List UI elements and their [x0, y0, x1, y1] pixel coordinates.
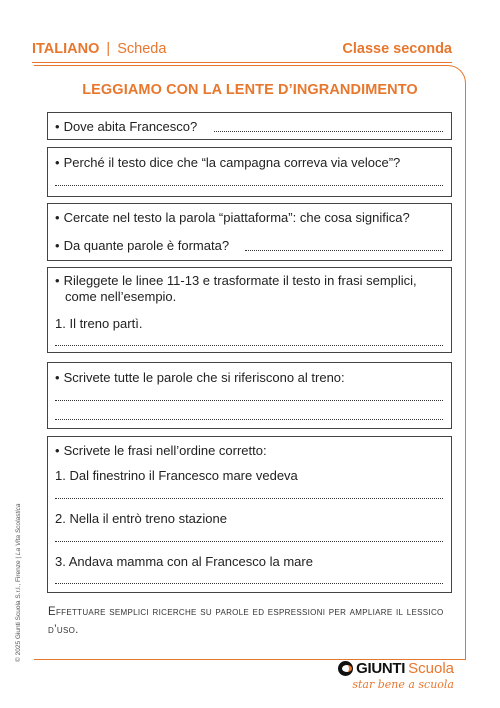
copyright-notice — [15, 504, 22, 662]
bullet-icon: • — [55, 273, 60, 288]
answer-line-7c[interactable] — [55, 583, 443, 584]
bullet-icon: • — [55, 443, 60, 458]
bullet-icon: • — [55, 370, 60, 385]
question-7 — [55, 443, 444, 459]
magazine-name: La Vita Scolastica — [15, 503, 22, 556]
bullet-icon: • — [55, 238, 60, 253]
question-box-1 — [47, 112, 452, 140]
sentence-item-2: 2. Nella il entrò treno stazione — [55, 511, 227, 526]
question-box-7 — [47, 436, 452, 593]
question-5-text: Rileggete le linee 11-13 e trasformate il testo in frasi semplici, come nell’esempio. — [63, 273, 417, 304]
bullet-icon: • — [55, 210, 60, 225]
header-rule — [32, 62, 452, 63]
giunti-logo-icon — [338, 661, 353, 676]
question-1-text: Dove abita Francesco? — [63, 119, 198, 134]
header-separator: | — [106, 41, 111, 57]
question-3-text: Cercate nel testo la parola “piattaforma”: che cosa significa? — [63, 210, 410, 225]
question-4-text: Da quante parole è formata? — [63, 238, 230, 253]
question-3 — [55, 210, 444, 226]
answer-line-6a[interactable] — [55, 400, 443, 401]
question-box-2 — [47, 147, 452, 197]
sentence-item-1: 1. Dal finestrino il Francesco mare vedeva — [55, 468, 298, 483]
answer-line-7a[interactable] — [55, 498, 443, 499]
question-7-text: Scrivete le frasi nell’ordine corretto: — [63, 443, 267, 458]
question-box-6 — [47, 362, 452, 429]
question-4 — [55, 238, 444, 254]
learning-objective: Effettuare semplici ricerche su parole ed espressioni per ampliare il lessico d’uso. — [48, 606, 444, 636]
question-box-5 — [47, 267, 452, 353]
header-subject — [32, 41, 166, 57]
copyright-text: © 2025 Giunti Scuola S.r.l., Firenze | — [15, 555, 22, 662]
logo-brand-suffix: Scuola — [408, 660, 454, 677]
publisher-logo — [338, 660, 454, 691]
bullet-icon: • — [55, 155, 60, 170]
page-title: LEGGIAMO CON LA LENTE D’INGRANDIMENTO — [82, 82, 418, 98]
question-1 — [55, 119, 444, 135]
subject-label: ITALIANO — [32, 41, 100, 57]
question-5-example: 1. Il treno partì. — [55, 316, 143, 331]
answer-line-6b[interactable] — [55, 419, 443, 420]
answer-line-1[interactable] — [214, 131, 443, 132]
question-2 — [55, 155, 444, 171]
logo-tagline: star bene a scuola — [352, 678, 454, 691]
answer-line-2[interactable] — [55, 185, 443, 186]
answer-line-7b[interactable] — [55, 541, 443, 542]
sentence-item-3: 3. Andava mamma con al Francesco la mare — [55, 554, 313, 569]
question-6 — [55, 370, 444, 386]
question-2-text: Perché il testo dice che “la campagna correva via veloce”? — [63, 155, 401, 170]
question-box-3 — [47, 203, 452, 261]
sheet-type-label: Scheda — [117, 41, 167, 57]
question-5 — [55, 273, 444, 305]
answer-line-5[interactable] — [55, 345, 443, 346]
question-6-text: Scrivete tutte le parole che si riferiscono al treno: — [63, 370, 345, 385]
grade-label: Classe seconda — [342, 41, 452, 57]
answer-line-4[interactable] — [245, 250, 443, 251]
logo-brand: GIUNTI — [356, 660, 406, 677]
bullet-icon: • — [55, 119, 60, 134]
